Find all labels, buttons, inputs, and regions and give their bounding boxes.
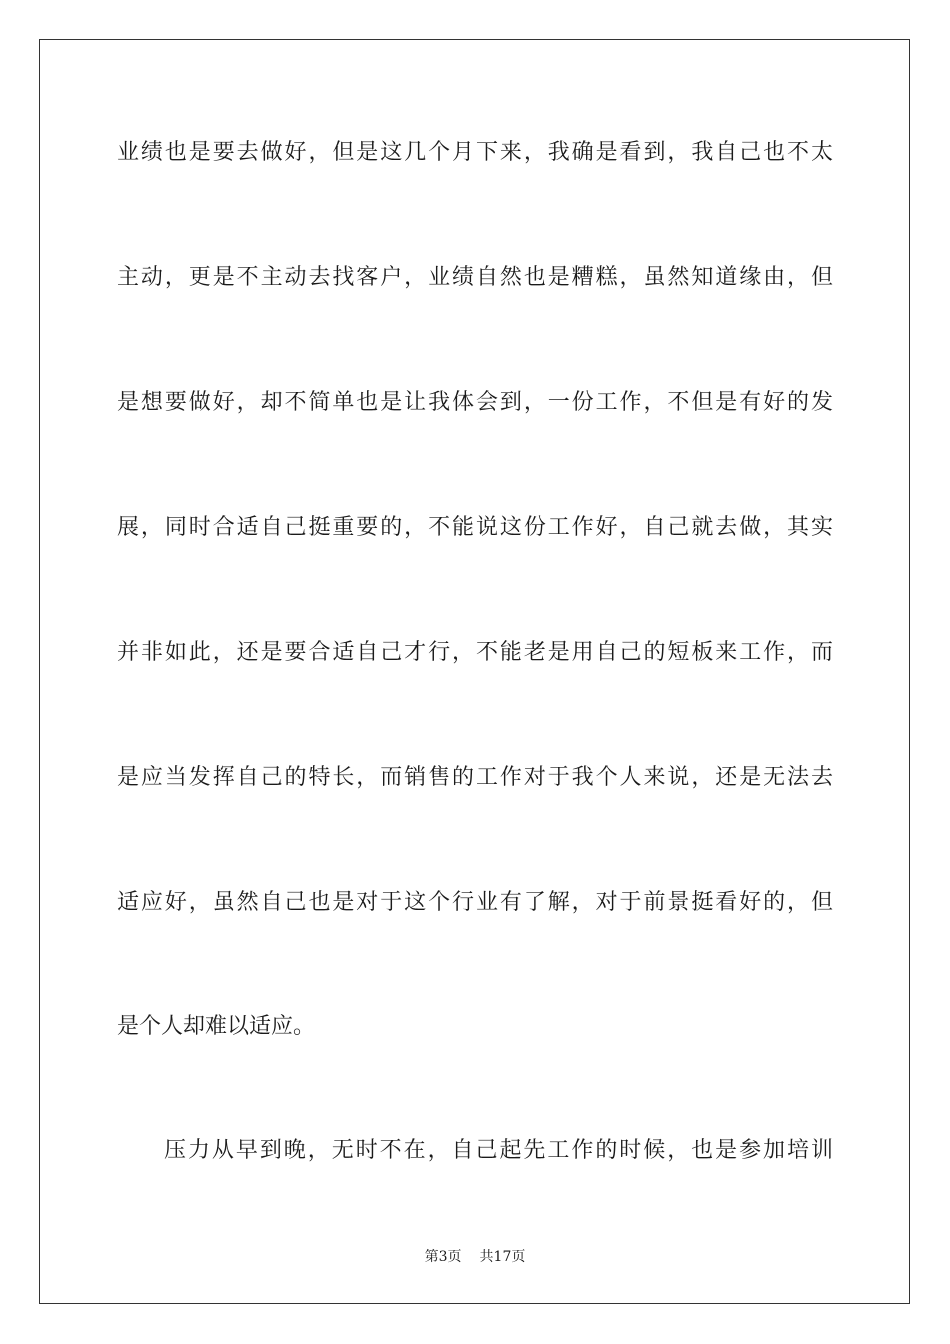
page-border xyxy=(39,39,910,1304)
text-line: 适应好，虽然自己也是对于这个行业有了解，对于前景挺看好的，但 xyxy=(117,890,833,915)
text-line: 是想要做好，却不简单也是让我体会到，一份工作，不但是有好的发 xyxy=(117,390,833,415)
text-line: 主动，更是不主动去找客户，业绩自然也是糟糕，虽然知道缘由，但 xyxy=(117,265,833,290)
page-number: 第3页 xyxy=(424,1249,462,1265)
text-line: 并非如此，还是要合适自己才行，不能老是用自己的短板来工作，而 xyxy=(117,640,833,665)
paragraph-start-line: 压力从早到晚，无时不在，自己起先工作的时候，也是参加培训 xyxy=(164,1138,833,1163)
page-footer xyxy=(0,1247,950,1267)
text-line: 是应当发挥自己的特长，而销售的工作对于我个人来说，还是无法去 xyxy=(117,765,833,790)
text-line: 业绩也是要去做好，但是这几个月下来，我确是看到，我自己也不太 xyxy=(117,140,833,165)
text-line: 是个人却难以适应。 xyxy=(117,1014,316,1039)
text-line: 展，同时合适自己挺重要的，不能说这份工作好，自己就去做，其实 xyxy=(117,515,833,540)
page-total: 共17页 xyxy=(479,1249,526,1265)
